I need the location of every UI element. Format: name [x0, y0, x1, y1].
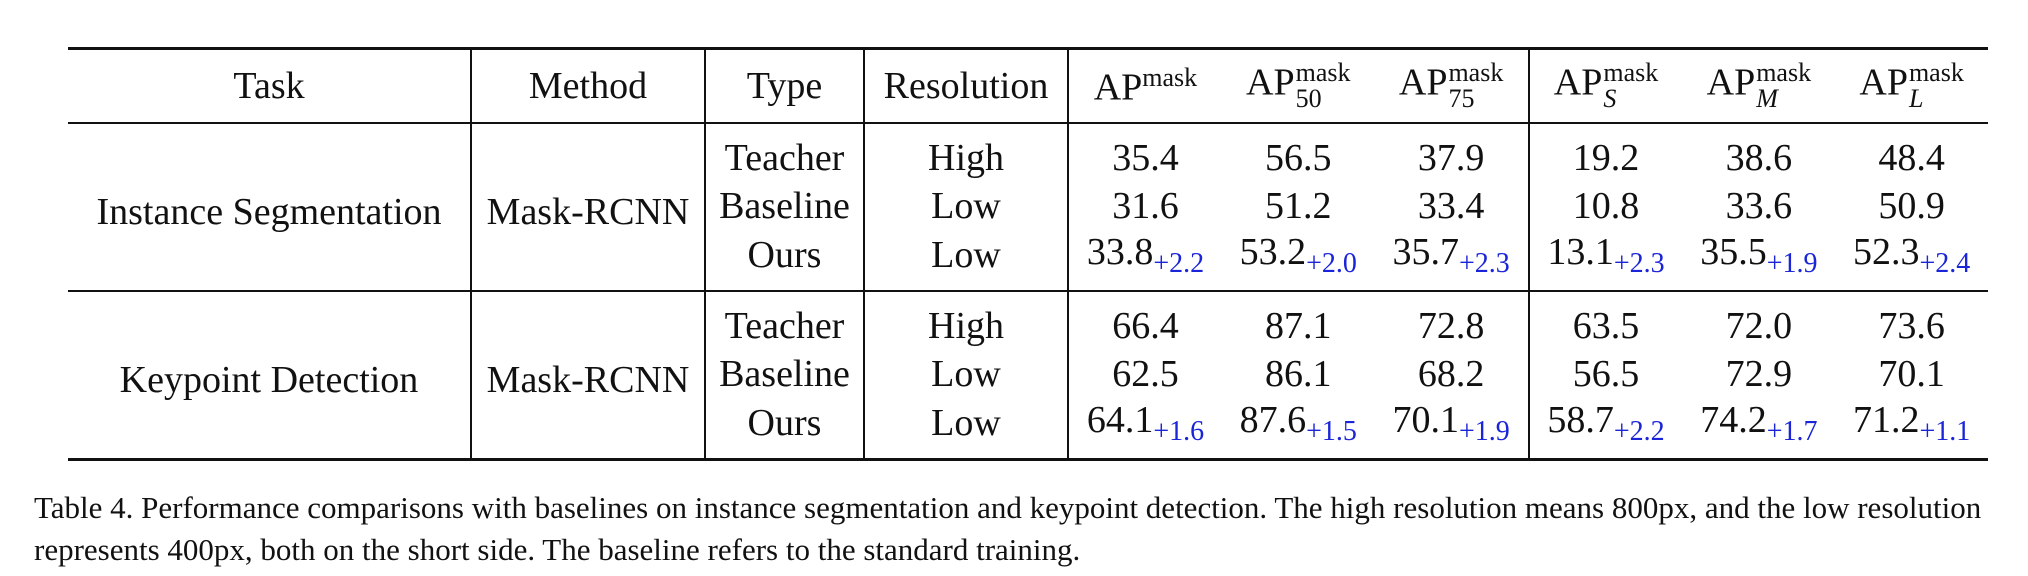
gain-value: +2.2 [1613, 416, 1665, 447]
gain-value: +1.9 [1458, 416, 1510, 447]
subscript-s: S [1603, 84, 1617, 113]
ap50-cell: 56.5 [1265, 137, 1332, 179]
gain-value: +2.3 [1613, 248, 1665, 279]
apm-cell [1683, 398, 1836, 460]
mask-label: mask [1756, 58, 1812, 87]
gain-value: +2.2 [1153, 248, 1205, 279]
header-apm [1683, 49, 1836, 124]
apm-cell [1683, 230, 1836, 291]
value: 33.8 [1086, 231, 1154, 273]
header-type: Type [705, 49, 864, 124]
header-aps [1529, 49, 1683, 124]
method-cell: Mask-RCNN [471, 123, 705, 291]
ap75-cell: 72.8 [1375, 291, 1529, 350]
resolution-cell: Low [864, 230, 1068, 291]
task-cell: Keypoint Detection [68, 291, 471, 460]
ap-scripts [1756, 60, 1811, 112]
ap-cell: 31.6 [1112, 185, 1179, 227]
header-apl [1835, 49, 1988, 124]
ap-scripts [1296, 60, 1351, 112]
resolution-cell: High [864, 123, 1068, 182]
ap50-cell [1222, 398, 1375, 460]
subscript-l: L [1908, 84, 1924, 113]
task-cell: Instance Segmentation [68, 123, 471, 291]
aps-cell [1529, 398, 1683, 460]
value: 35.7 [1392, 231, 1459, 273]
resolution-cell: High [864, 291, 1068, 350]
apl-cell: 73.6 [1878, 305, 1945, 347]
header-ap75 [1375, 49, 1529, 124]
gain-value: +1.1 [1919, 416, 1971, 447]
apl-cell: 70.1 [1878, 353, 1945, 395]
ap-cell: 62.5 [1112, 353, 1179, 395]
subscript-m: M [1756, 84, 1778, 113]
gain-value: +1.9 [1766, 248, 1818, 279]
mask-label: mask [1603, 58, 1659, 87]
apm-cell: 33.6 [1725, 185, 1793, 227]
gain-value: +2.3 [1458, 248, 1510, 279]
subscript-50: 50 [1295, 84, 1322, 113]
ap75-cell [1375, 230, 1529, 291]
gain-value: +2.0 [1306, 248, 1357, 279]
value: 52.3 [1852, 231, 1920, 273]
value: 71.2 [1852, 399, 1920, 441]
ap-scripts [1603, 60, 1658, 112]
table-row [68, 291, 1988, 350]
mask-label: mask [1142, 62, 1198, 92]
mask-label: mask [1448, 58, 1504, 87]
gain-value: +2.4 [1919, 248, 1971, 279]
ap-cell [1068, 398, 1222, 460]
ap50-cell: 51.2 [1265, 185, 1332, 227]
type-cell: Teacher [705, 291, 864, 350]
aps-cell: 56.5 [1572, 353, 1640, 395]
resolution-cell: Low [864, 182, 1068, 230]
ap-label: AP [1859, 61, 1908, 104]
value: 74.2 [1700, 399, 1767, 441]
value: 35.5 [1700, 231, 1767, 273]
header-ap [1068, 49, 1222, 124]
mask-label: mask [1908, 58, 1964, 87]
type-cell: Baseline [705, 182, 864, 230]
header-ap50 [1222, 49, 1375, 124]
value: 70.1 [1392, 399, 1459, 441]
apl-cell [1835, 398, 1988, 460]
type-cell: Teacher [705, 123, 864, 182]
subscript-75: 75 [1448, 84, 1475, 113]
ap-label: AP [1246, 61, 1295, 104]
ap-cell [1068, 230, 1222, 291]
value: 58.7 [1547, 399, 1614, 441]
value: 53.2 [1239, 231, 1307, 273]
ap75-cell: 68.2 [1375, 350, 1529, 398]
ap75-cell [1375, 398, 1529, 460]
type-cell: Baseline [705, 350, 864, 398]
type-cell: Ours [705, 230, 864, 291]
table-row [68, 123, 1988, 182]
header-resolution: Resolution [864, 49, 1068, 124]
ap75-cell: 37.9 [1375, 123, 1529, 182]
results-table-container [68, 47, 1988, 461]
resolution-cell: Low [864, 398, 1068, 460]
apm-cell: 72.9 [1725, 353, 1793, 395]
gain-value: +1.7 [1766, 416, 1818, 447]
table-caption: Table 4. Performance comparisons with baselines on instance segmentation and keypoint detection. The high resolution means 800px, and the low resolution represents 400px, both on the short side. The baseline refers to the standard training. [34, 490, 1982, 567]
header-row [68, 49, 1988, 124]
ap-scripts [1909, 60, 1964, 112]
aps-cell: 19.2 [1572, 137, 1640, 179]
value: 87.6 [1239, 399, 1307, 441]
apm-cell: 38.6 [1725, 137, 1793, 179]
mask-label: mask [1295, 58, 1351, 87]
gain-value: +1.5 [1306, 416, 1357, 447]
apl-cell: 48.4 [1878, 137, 1945, 179]
header-task: Task [68, 49, 471, 124]
ap-cell: 35.4 [1112, 137, 1179, 179]
type-cell: Ours [705, 398, 864, 460]
method-cell: Mask-RCNN [471, 291, 705, 460]
header-method: Method [471, 49, 705, 124]
value: 64.1 [1086, 399, 1154, 441]
ap50-cell: 86.1 [1265, 353, 1332, 395]
apm-cell: 72.0 [1725, 305, 1793, 347]
ap50-cell: 87.1 [1265, 305, 1332, 347]
aps-cell: 63.5 [1572, 305, 1640, 347]
resolution-cell: Low [864, 350, 1068, 398]
ap-label: AP [1398, 61, 1448, 104]
aps-cell [1529, 230, 1683, 291]
ap-label: AP [1706, 61, 1756, 104]
aps-cell: 10.8 [1572, 185, 1640, 227]
value: 13.1 [1547, 231, 1614, 273]
apl-cell: 50.9 [1878, 185, 1945, 227]
ap-scripts [1448, 60, 1503, 112]
ap-cell: 66.4 [1112, 305, 1179, 347]
ap-label: AP [1553, 61, 1603, 104]
apl-cell [1835, 230, 1988, 291]
results-table [68, 47, 1988, 461]
ap-label: AP [1093, 66, 1143, 109]
ap75-cell: 33.4 [1375, 182, 1529, 230]
ap50-cell [1222, 230, 1375, 291]
gain-value: +1.6 [1153, 416, 1205, 447]
